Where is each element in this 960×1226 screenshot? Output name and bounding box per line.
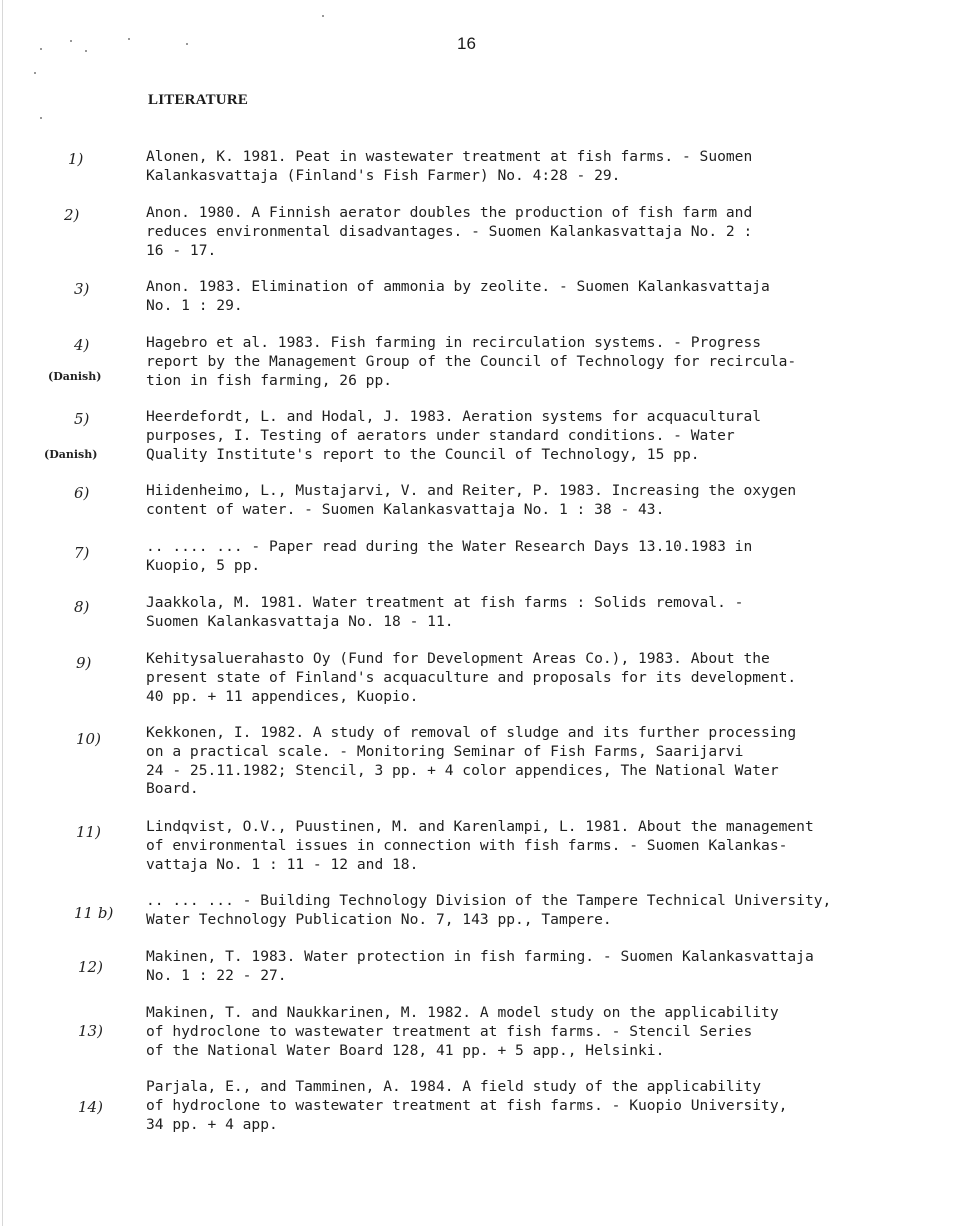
reference-line: .. .... ... - Paper read during the Water Research Days 13.10.1983 in — [146, 538, 753, 555]
reference-line: Suomen Kalankasvattaja No. 18 - 11. — [146, 612, 454, 630]
reference-entry-10 — [146, 724, 916, 799]
handwritten-note-5: 5) — [74, 410, 90, 428]
reference-line: Heerdefordt, L. and Hodal, J. 1983. Aeration systems for acquacultural — [146, 408, 762, 425]
reference-entry-1 — [146, 148, 916, 186]
reference-line: of environmental issues in connection with fish farms. - Suomen Kalankas- — [146, 836, 788, 854]
reference-line: Kuopio, 5 pp. — [146, 556, 261, 574]
scan-edge-line — [2, 0, 3, 1226]
reference-line: Parjala, E., and Tamminen, A. 1984. A field study of the applicability — [146, 1078, 762, 1095]
handwritten-note-10: 10) — [76, 730, 101, 748]
handwritten-note-9: 9) — [76, 654, 92, 672]
handwritten-note-8: 8) — [74, 598, 90, 616]
reference-line: Hagebro et al. 1983. Fish farming in recirculation systems. - Progress — [146, 334, 762, 351]
reference-line: of hydroclone to wastewater treatment at fish farms. - Kuopio University, — [146, 1096, 788, 1114]
reference-line: 24 - 25.11.1982; Stencil, 3 pp. + 4 color appendices, The National Water — [146, 761, 779, 779]
reference-line: reduces environmental disadvantages. - Suomen Kalankasvattaja No. 2 : — [146, 222, 753, 240]
reference-line: Anon. 1980. A Finnish aerator doubles the production of fish farm and — [146, 204, 753, 221]
reference-entry-11b — [146, 892, 916, 930]
handwritten-note-3: 3) — [74, 280, 90, 298]
section-heading: LITERATURE — [148, 92, 249, 108]
scan-speck — [40, 117, 42, 119]
handwritten-note-11: 11) — [76, 823, 101, 841]
reference-line: Makinen, T. 1983. Water protection in fish farming. - Suomen Kalankasvattaja — [146, 948, 814, 965]
reference-entry-6 — [146, 482, 916, 520]
reference-entry-5 — [146, 408, 916, 464]
reference-entry-13 — [146, 1004, 916, 1060]
reference-line: Anon. 1983. Elimination of ammonia by zeolite. - Suomen Kalankasvattaja — [146, 278, 770, 295]
reference-line: tion in fish farming, 26 pp. — [146, 371, 393, 389]
reference-line: content of water. - Suomen Kalankasvattaja No. 1 : 38 - 43. — [146, 500, 665, 518]
handwritten-note-7: 7) — [74, 544, 90, 562]
reference-line: Water Technology Publication No. 7, 143 pp., Tampere. — [146, 910, 612, 928]
reference-line: of the National Water Board 128, 41 pp. + 5 app., Helsinki. — [146, 1041, 665, 1059]
handwritten-note-danish: (Danish) — [44, 448, 98, 461]
reference-entry-2 — [146, 204, 916, 260]
reference-line: purposes, I. Testing of aerators under standard conditions. - Water — [146, 426, 735, 444]
reference-line: 40 pp. + 11 appendices, Kuopio. — [146, 687, 419, 705]
reference-line: Kehitysaluerahasto Oy (Fund for Development Areas Co.), 1983. About the — [146, 650, 770, 667]
reference-line: Lindqvist, O.V., Puustinen, M. and Karenlampi, L. 1981. About the management — [146, 818, 814, 835]
reference-line: Alonen, K. 1981. Peat in wastewater treatment at fish farms. - Suomen — [146, 148, 753, 165]
scan-speck — [186, 43, 188, 45]
page-number: 16 — [457, 34, 476, 53]
reference-entry-8 — [146, 594, 916, 632]
reference-line: Hiidenheimo, L., Mustajarvi, V. and Reiter, P. 1983. Increasing the oxygen — [146, 482, 797, 499]
handwritten-note-2: 2) — [64, 206, 80, 224]
handwritten-note-1: 1) — [68, 150, 84, 168]
reference-line: report by the Management Group of the Council of Technology for recircula- — [146, 352, 797, 370]
reference-entry-9 — [146, 650, 916, 706]
reference-line: Makinen, T. and Naukkarinen, M. 1982. A model study on the applicability — [146, 1004, 779, 1021]
reference-line: 34 pp. + 4 app. — [146, 1115, 278, 1133]
reference-line: Board. — [146, 780, 199, 798]
scan-speck — [322, 15, 324, 17]
handwritten-note-4: 4) — [74, 336, 90, 354]
reference-line: .. ... ... - Building Technology Division of the Tampere Technical University, — [146, 892, 832, 909]
handwritten-note-13: 13) — [78, 1022, 103, 1040]
reference-entry-3 — [146, 278, 916, 316]
reference-line: of hydroclone to wastewater treatment at fish farms. - Stencil Series — [146, 1022, 753, 1040]
scan-speck — [70, 40, 72, 42]
handwritten-note-14: 14) — [78, 1098, 103, 1116]
reference-line: No. 1 : 29. — [146, 296, 243, 314]
reference-entry-7 — [146, 538, 916, 576]
reference-line: on a practical scale. - Monitoring Seminar of Fish Farms, Saarijarvi — [146, 742, 744, 760]
handwritten-note-12: 12) — [78, 958, 103, 976]
reference-line: 16 - 17. — [146, 241, 217, 259]
scan-speck — [85, 50, 87, 52]
reference-line: vattaja No. 1 : 11 - 12 and 18. — [146, 855, 419, 873]
reference-line: Jaakkola, M. 1981. Water treatment at fish farms : Solids removal. - — [146, 594, 744, 611]
scan-speck — [34, 72, 36, 74]
reference-entry-4 — [146, 334, 916, 390]
handwritten-note-danish: (Danish) — [48, 370, 102, 383]
reference-line: No. 1 : 22 - 27. — [146, 966, 287, 984]
scan-speck — [128, 38, 130, 40]
reference-line: Kalankasvattaja (Finland's Fish Farmer) No. 4:28 - 29. — [146, 166, 621, 184]
reference-entry-11 — [146, 818, 916, 874]
reference-line: Quality Institute's report to the Council of Technology, 15 pp. — [146, 445, 700, 463]
handwritten-note-11b: 11 b) — [74, 904, 114, 922]
reference-entry-14 — [146, 1078, 916, 1134]
handwritten-note-6: 6) — [74, 484, 90, 502]
reference-entry-12 — [146, 948, 916, 986]
reference-line: Kekkonen, I. 1982. A study of removal of sludge and its further processing — [146, 724, 797, 741]
reference-line: present state of Finland's acquaculture and proposals for its development. — [146, 668, 797, 686]
scan-speck — [40, 48, 42, 50]
